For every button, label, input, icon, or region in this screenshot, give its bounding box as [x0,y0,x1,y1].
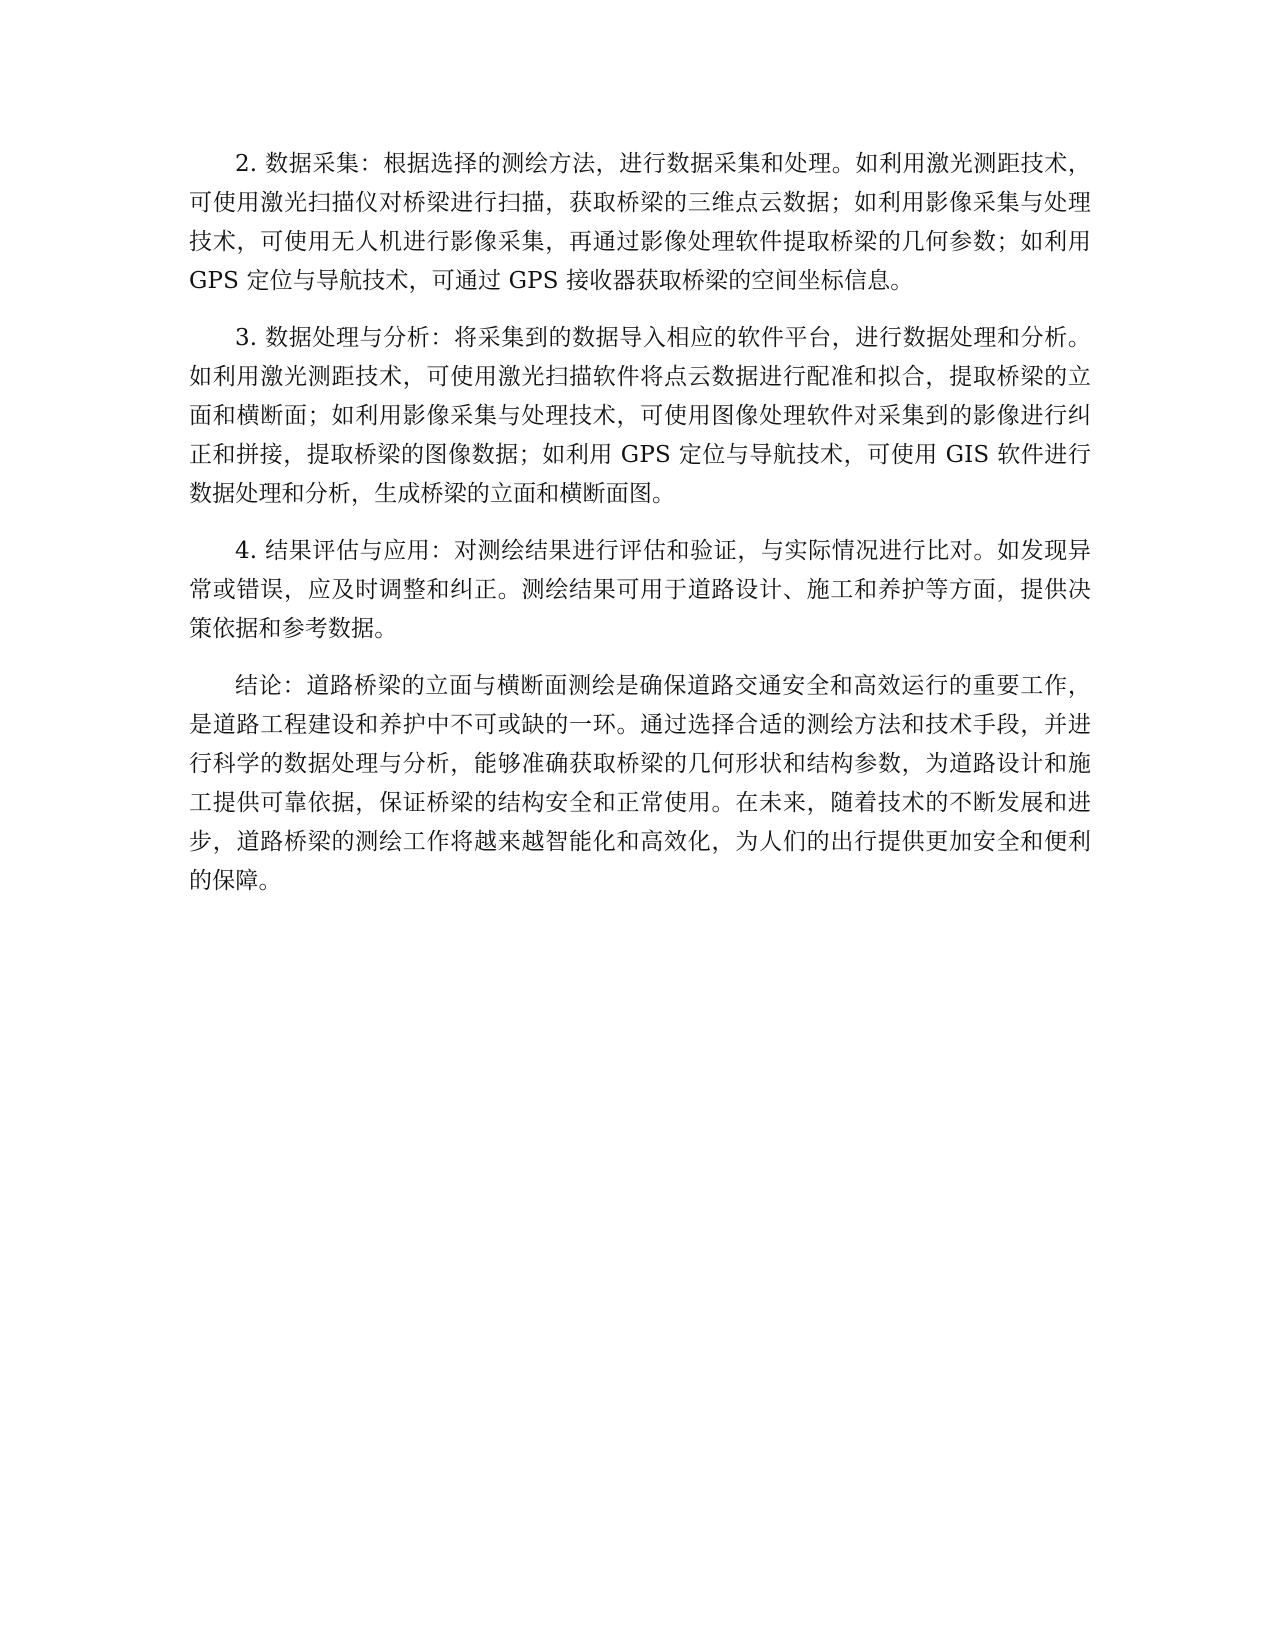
paragraph-conclusion: 结论：道路桥梁的立面与横断面测绘是确保道路交通安全和高效运行的重要工作，是道路工程建设和养护中不可或缺的一环。通过选择合适的测绘方法和技术手段，并进行科学的数据处理与分析，能够准确获取桥梁的几何形状和结构参数，为道路设计和施工提供可靠依据，保证桥梁的结构安全和正常使用。在未来，随着技术的不断发展和进步，道路桥梁的测绘工作将越来越智能化和高效化，为人们的出行提供更加安全和便利的保障。 [189,673,1091,894]
paragraph-data-processing: 3. 数据处理与分析：将采集到的数据导入相应的软件平台，进行数据处理和分析。如利用激光测距技术，可使用激光扫描软件将点云数据进行配准和拟合，提取桥梁的立面和横断面；如利用影像采集与处理技术，可使用图像处理软件对采集到的影像进行纠正和拼接，提取桥梁的图像数据；如利用 GPS 定位与导航技术，可使用 GIS 软件进行数据处理和分析，生成桥梁的立面和横断面图。 [189,325,1091,507]
paragraph-data-collection: 2. 数据采集：根据选择的测绘方法，进行数据采集和处理。如利用激光测距技术，可使用激光扫描仪对桥梁进行扫描，获取桥梁的三维点云数据；如利用影像采集与处理技术，可使用无人机进行影像采集，再通过影像处理软件提取桥梁的几何参数；如利用 GPS 定位与导航技术，可通过 GPS 接收器获取桥梁的空间坐标信息。 [189,151,1091,294]
paragraph-result-evaluation: 4. 结果评估与应用：对测绘结果进行评估和验证，与实际情况进行比对。如发现异常或错误，应及时调整和纠正。测绘结果可用于道路设计、施工和养护等方面，提供决策依据和参考数据。 [189,538,1091,642]
document-body [189,145,1091,919]
